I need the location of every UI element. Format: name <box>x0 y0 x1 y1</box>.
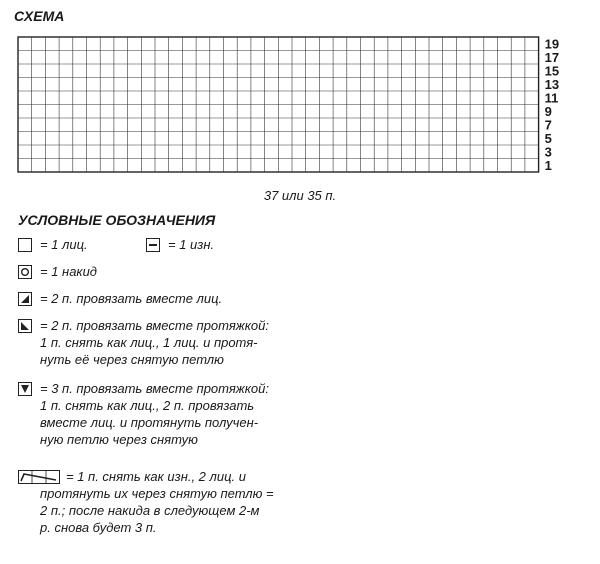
pass-over-icon <box>18 470 60 484</box>
k2tog-icon <box>18 292 32 306</box>
row-number: 9 <box>544 104 552 119</box>
row-number: 7 <box>544 117 552 133</box>
legend-purl-text: = 1 изн. <box>168 237 215 252</box>
legend-knit-text: = 1 лиц. <box>40 237 88 252</box>
row-number: 19 <box>544 36 560 52</box>
chart-grid-lines <box>18 37 539 172</box>
row-number: 3 <box>544 144 552 160</box>
row-number: 11 <box>544 90 559 106</box>
legend-pass-over-line-1: = 1 п. снять как изн., 2 лиц. и <box>66 469 246 484</box>
knitting-chart-grid <box>0 0 600 200</box>
stitch-count: 37 или 35 п. <box>263 188 337 203</box>
legend-pass-over-line-2: протянуть их через снятую петлю = <box>40 486 274 501</box>
legend-pass-over-line-4: р. снова будет 3 п. <box>40 520 157 535</box>
legend-ssk-line-2: 1 п. снять как лиц., 1 лиц. и протя- <box>40 335 258 350</box>
legend-title: УСЛОВНЫЕ ОБОЗНАЧЕНИЯ <box>18 212 216 228</box>
row-number: 17 <box>544 50 560 65</box>
sk2p-icon <box>18 382 32 396</box>
row-number: 13 <box>544 77 560 92</box>
row-number: 15 <box>544 63 560 79</box>
knit-icon <box>18 238 32 252</box>
ssk-icon <box>18 319 32 333</box>
chart-title: СХЕМА <box>14 8 65 24</box>
legend-k2tog-text: = 2 п. провязать вместе лиц. <box>40 291 223 306</box>
yarn-over-icon <box>18 265 32 279</box>
legend-sk2p-line-2: 1 п. снять как лиц., 2 п. провязать <box>40 398 255 413</box>
row-number: 1 <box>544 158 552 173</box>
legend-sk2p-line-3: вместе лиц. и протянуть получен- <box>40 415 259 430</box>
row-numbers <box>545 37 559 174</box>
legend-pass-over-line-3: 2 п.; после накида в следующем 2-м <box>40 503 260 518</box>
legend-ssk-line-1: = 2 п. провязать вместе протяжкой: <box>40 318 269 333</box>
legend-sk2p-line-4: ную петлю через снятую <box>40 432 198 447</box>
legend-sk2p-line-1: = 3 п. провязать вместе протяжкой: <box>40 381 269 396</box>
legend-ssk-line-3: нуть её через снятую петлю <box>40 352 224 367</box>
purl-icon <box>146 238 160 252</box>
legend-yarn-over-text: = 1 накид <box>40 264 97 279</box>
knitting-chart <box>0 0 600 200</box>
row-number: 5 <box>544 131 552 146</box>
